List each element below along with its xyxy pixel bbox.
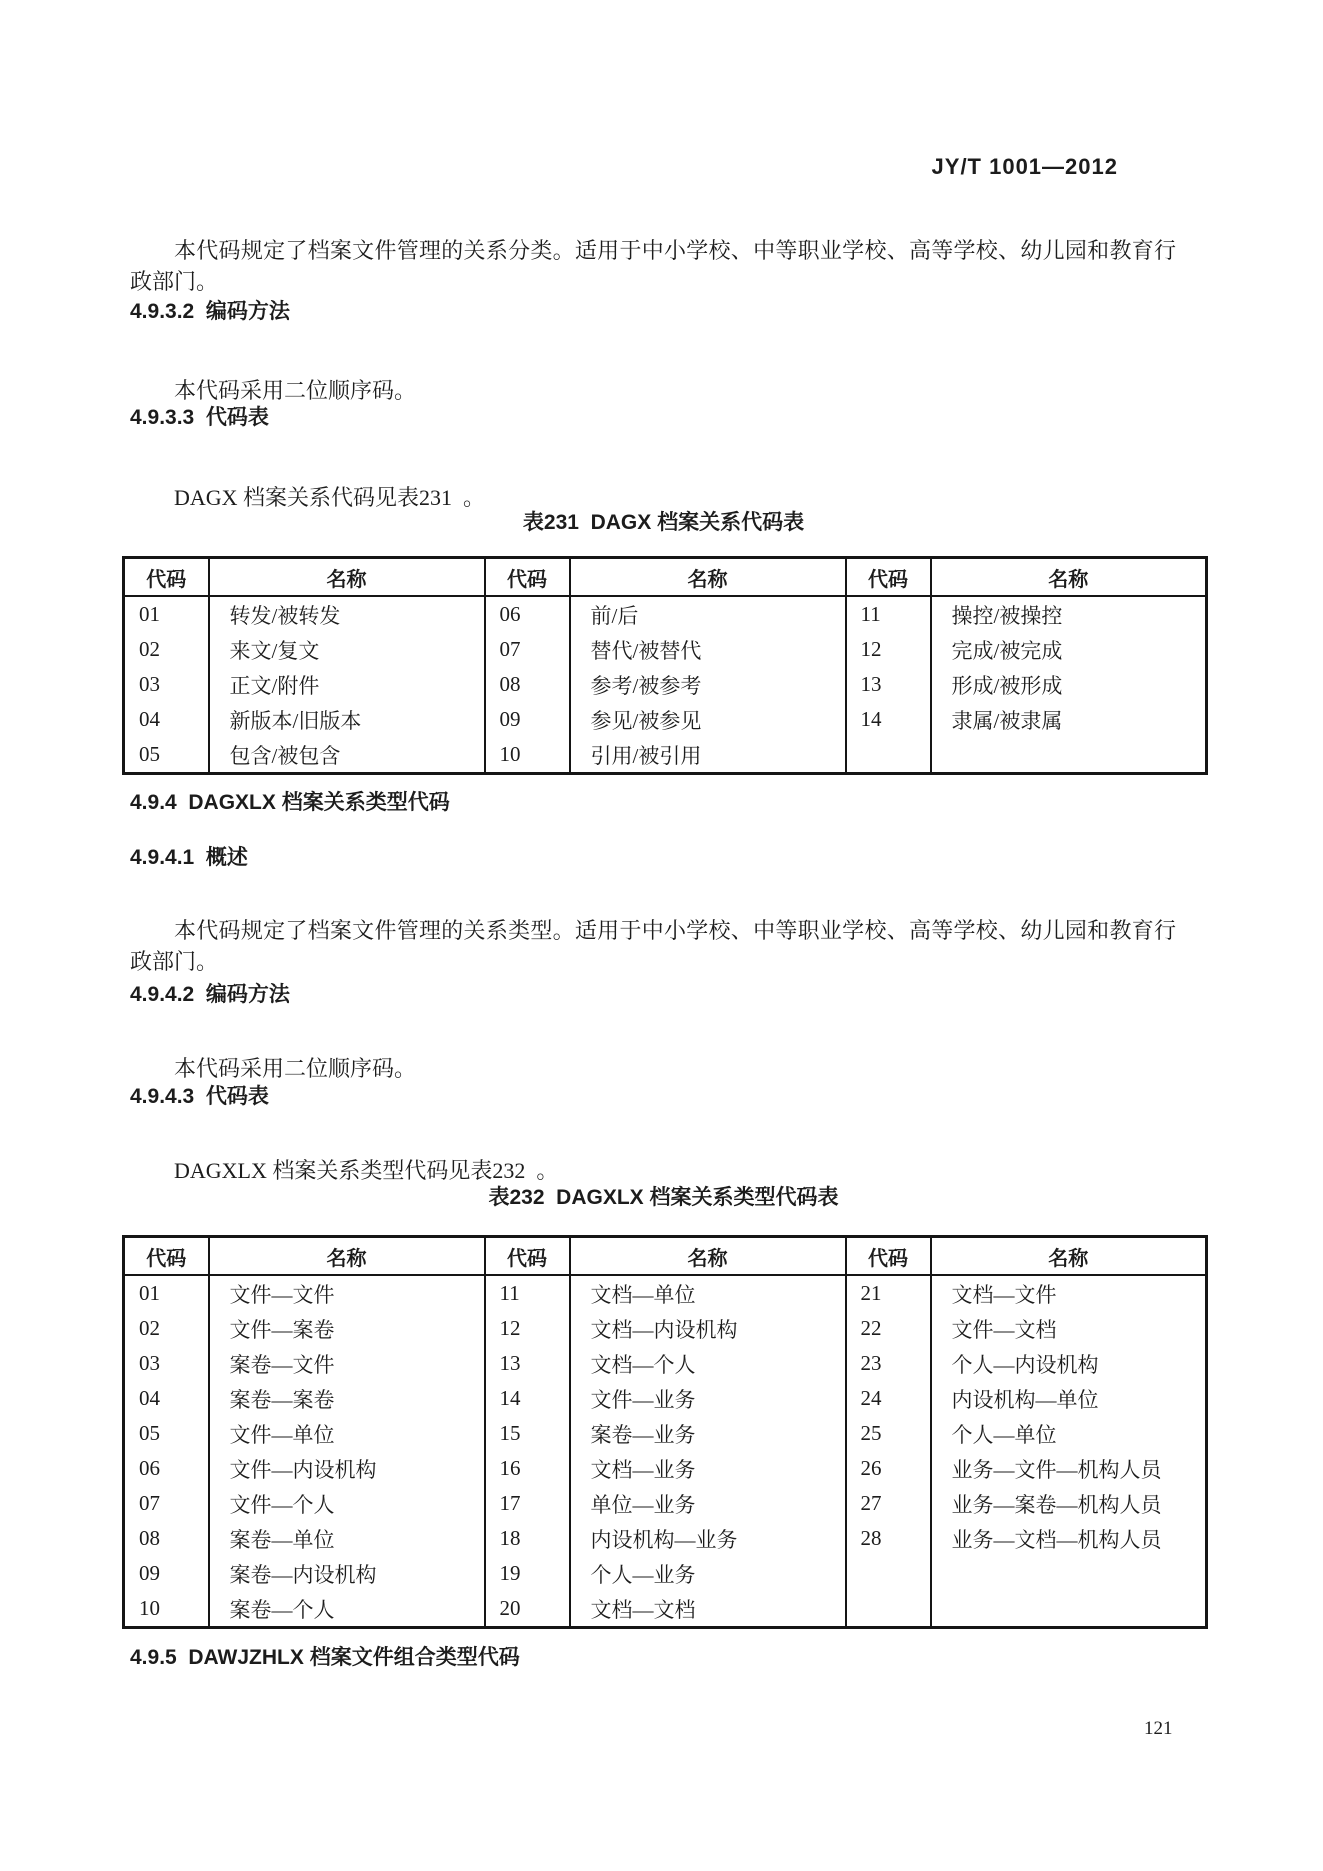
heading-4-9-3-3: 4.9.3.3 代码表 [130, 406, 269, 429]
code-cell: 14 [485, 1381, 570, 1416]
table-row [124, 1521, 1207, 1556]
code-cell: 08 [485, 667, 570, 702]
column-header-name: 名称 [209, 558, 485, 597]
heading-4-9-4-2: 4.9.4.2 编码方法 [130, 983, 290, 1006]
name-cell: 文件—内设机构 [209, 1451, 485, 1486]
name-cell: 文件—案卷 [209, 1311, 485, 1346]
code-cell: 02 [124, 1311, 209, 1346]
code-cell [846, 1591, 931, 1628]
name-cell: 新版本/旧版本 [209, 702, 485, 737]
column-header-code: 代码 [485, 558, 570, 597]
name-cell: 文件—文件 [209, 1275, 485, 1311]
table-row [124, 667, 1207, 702]
paragraph-ref-table232: DAGXLX 档案关系类型代码见表232 。 [174, 1158, 559, 1183]
table-row [124, 737, 1207, 774]
code-cell: 07 [485, 632, 570, 667]
code-cell: 13 [485, 1346, 570, 1381]
heading-4-9-3-2: 4.9.3.2 编码方法 [130, 300, 290, 323]
code-cell: 02 [124, 632, 209, 667]
name-cell [931, 737, 1207, 774]
code-cell: 05 [124, 737, 209, 774]
code-cell [846, 737, 931, 774]
table-232 [122, 1235, 1208, 1629]
column-header-code: 代码 [124, 1237, 209, 1276]
table-row [124, 1451, 1207, 1486]
name-cell: 文件—文档 [931, 1311, 1207, 1346]
column-header-name: 名称 [931, 558, 1207, 597]
name-cell: 操控/被操控 [931, 596, 1207, 632]
table-row [124, 1346, 1207, 1381]
code-cell: 20 [485, 1591, 570, 1628]
table-231 [122, 556, 1208, 775]
name-cell: 来文/复文 [209, 632, 485, 667]
code-cell: 03 [124, 1346, 209, 1381]
code-cell: 06 [124, 1451, 209, 1486]
name-cell: 案卷—业务 [570, 1416, 846, 1451]
page-number: 121 [1144, 1718, 1173, 1739]
column-header-code: 代码 [124, 558, 209, 597]
name-cell: 正文/附件 [209, 667, 485, 702]
code-cell: 28 [846, 1521, 931, 1556]
code-cell: 24 [846, 1381, 931, 1416]
name-cell: 内设机构—业务 [570, 1521, 846, 1556]
name-cell: 业务—文档—机构人员 [931, 1521, 1207, 1556]
table-232-header-row [124, 1237, 1207, 1276]
code-cell: 27 [846, 1486, 931, 1521]
name-cell: 业务—案卷—机构人员 [931, 1486, 1207, 1521]
heading-4-9-4: 4.9.4 DAGXLX 档案关系类型代码 [130, 791, 450, 814]
paragraph-method-1: 本代码采用二位顺序码。 [174, 378, 417, 403]
paragraph-overview-1: 本代码规定了档案文件管理的关系分类。适用于中小学校、中等职业学校、高等学校、幼儿园和教育行政部门。 [130, 238, 1176, 294]
name-cell: 业务—文件—机构人员 [931, 1451, 1207, 1486]
code-cell [846, 1556, 931, 1591]
code-cell: 06 [485, 596, 570, 632]
code-cell: 01 [124, 1275, 209, 1311]
name-cell: 个人—内设机构 [931, 1346, 1207, 1381]
name-cell: 文档—业务 [570, 1451, 846, 1486]
name-cell: 个人—单位 [931, 1416, 1207, 1451]
code-cell: 25 [846, 1416, 931, 1451]
name-cell: 案卷—内设机构 [209, 1556, 485, 1591]
table-row [124, 632, 1207, 667]
code-cell: 12 [846, 632, 931, 667]
name-cell: 引用/被引用 [570, 737, 846, 774]
table-row [124, 1486, 1207, 1521]
heading-4-9-4-1: 4.9.4.1 概述 [130, 846, 248, 869]
code-cell: 16 [485, 1451, 570, 1486]
code-cell: 21 [846, 1275, 931, 1311]
code-cell: 13 [846, 667, 931, 702]
code-cell: 03 [124, 667, 209, 702]
column-header-code: 代码 [846, 558, 931, 597]
code-cell: 18 [485, 1521, 570, 1556]
name-cell: 文件—业务 [570, 1381, 846, 1416]
code-cell: 11 [485, 1275, 570, 1311]
code-cell: 17 [485, 1486, 570, 1521]
name-cell: 前/后 [570, 596, 846, 632]
code-cell: 05 [124, 1416, 209, 1451]
table-row [124, 702, 1207, 737]
table-row [124, 1416, 1207, 1451]
name-cell [931, 1591, 1207, 1628]
name-cell: 文档—内设机构 [570, 1311, 846, 1346]
name-cell: 案卷—个人 [209, 1591, 485, 1628]
heading-4-9-5: 4.9.5 DAWJZHLX 档案文件组合类型代码 [130, 1646, 520, 1669]
name-cell: 文件—单位 [209, 1416, 485, 1451]
code-cell: 14 [846, 702, 931, 737]
table-row [124, 1311, 1207, 1346]
name-cell: 文件—个人 [209, 1486, 485, 1521]
name-cell: 案卷—文件 [209, 1346, 485, 1381]
heading-4-9-4-3: 4.9.4.3 代码表 [130, 1085, 269, 1108]
name-cell: 完成/被完成 [931, 632, 1207, 667]
code-cell: 10 [485, 737, 570, 774]
name-cell: 案卷—案卷 [209, 1381, 485, 1416]
name-cell: 转发/被转发 [209, 596, 485, 632]
name-cell: 参见/被参见 [570, 702, 846, 737]
doc-code-header: JY/T 1001—2012 [931, 154, 1118, 179]
name-cell: 文档—个人 [570, 1346, 846, 1381]
table-row [124, 1556, 1207, 1591]
table-231-caption: 表231 DAGX 档案关系代码表 [522, 511, 805, 534]
name-cell: 形成/被形成 [931, 667, 1207, 702]
column-header-code: 代码 [846, 1237, 931, 1276]
code-cell: 09 [485, 702, 570, 737]
name-cell: 文档—文档 [570, 1591, 846, 1628]
code-cell: 08 [124, 1521, 209, 1556]
paragraph-overview-2: 本代码规定了档案文件管理的关系类型。适用于中小学校、中等职业学校、高等学校、幼儿园和教育行政部门。 [130, 918, 1176, 974]
code-cell: 09 [124, 1556, 209, 1591]
paragraph-method-2: 本代码采用二位顺序码。 [174, 1056, 417, 1081]
code-cell: 19 [485, 1556, 570, 1591]
name-cell: 案卷—单位 [209, 1521, 485, 1556]
column-header-name: 名称 [570, 1237, 846, 1276]
name-cell: 单位—业务 [570, 1486, 846, 1521]
name-cell: 文档—文件 [931, 1275, 1207, 1311]
column-header-code: 代码 [485, 1237, 570, 1276]
table-row [124, 1591, 1207, 1628]
code-cell: 12 [485, 1311, 570, 1346]
name-cell: 文档—单位 [570, 1275, 846, 1311]
name-cell: 替代/被替代 [570, 632, 846, 667]
code-cell: 01 [124, 596, 209, 632]
column-header-name: 名称 [570, 558, 846, 597]
table-row [124, 596, 1207, 632]
column-header-name: 名称 [209, 1237, 485, 1276]
code-cell: 11 [846, 596, 931, 632]
table-232-caption: 表232 DAGXLX 档案关系类型代码表 [488, 1186, 839, 1209]
code-cell: 10 [124, 1591, 209, 1628]
column-header-name: 名称 [931, 1237, 1207, 1276]
code-cell: 23 [846, 1346, 931, 1381]
code-cell: 26 [846, 1451, 931, 1486]
table-row [124, 1275, 1207, 1311]
name-cell: 隶属/被隶属 [931, 702, 1207, 737]
name-cell: 内设机构—单位 [931, 1381, 1207, 1416]
code-cell: 15 [485, 1416, 570, 1451]
table-row [124, 1381, 1207, 1416]
name-cell: 参考/被参考 [570, 667, 846, 702]
code-cell: 04 [124, 702, 209, 737]
code-cell: 22 [846, 1311, 931, 1346]
name-cell: 个人—业务 [570, 1556, 846, 1591]
code-cell: 04 [124, 1381, 209, 1416]
name-cell: 包含/被包含 [209, 737, 485, 774]
name-cell [931, 1556, 1207, 1591]
paragraph-ref-table231: DAGX 档案关系代码见表231 。 [174, 485, 486, 510]
table-231-header-row [124, 558, 1207, 597]
code-cell: 07 [124, 1486, 209, 1521]
